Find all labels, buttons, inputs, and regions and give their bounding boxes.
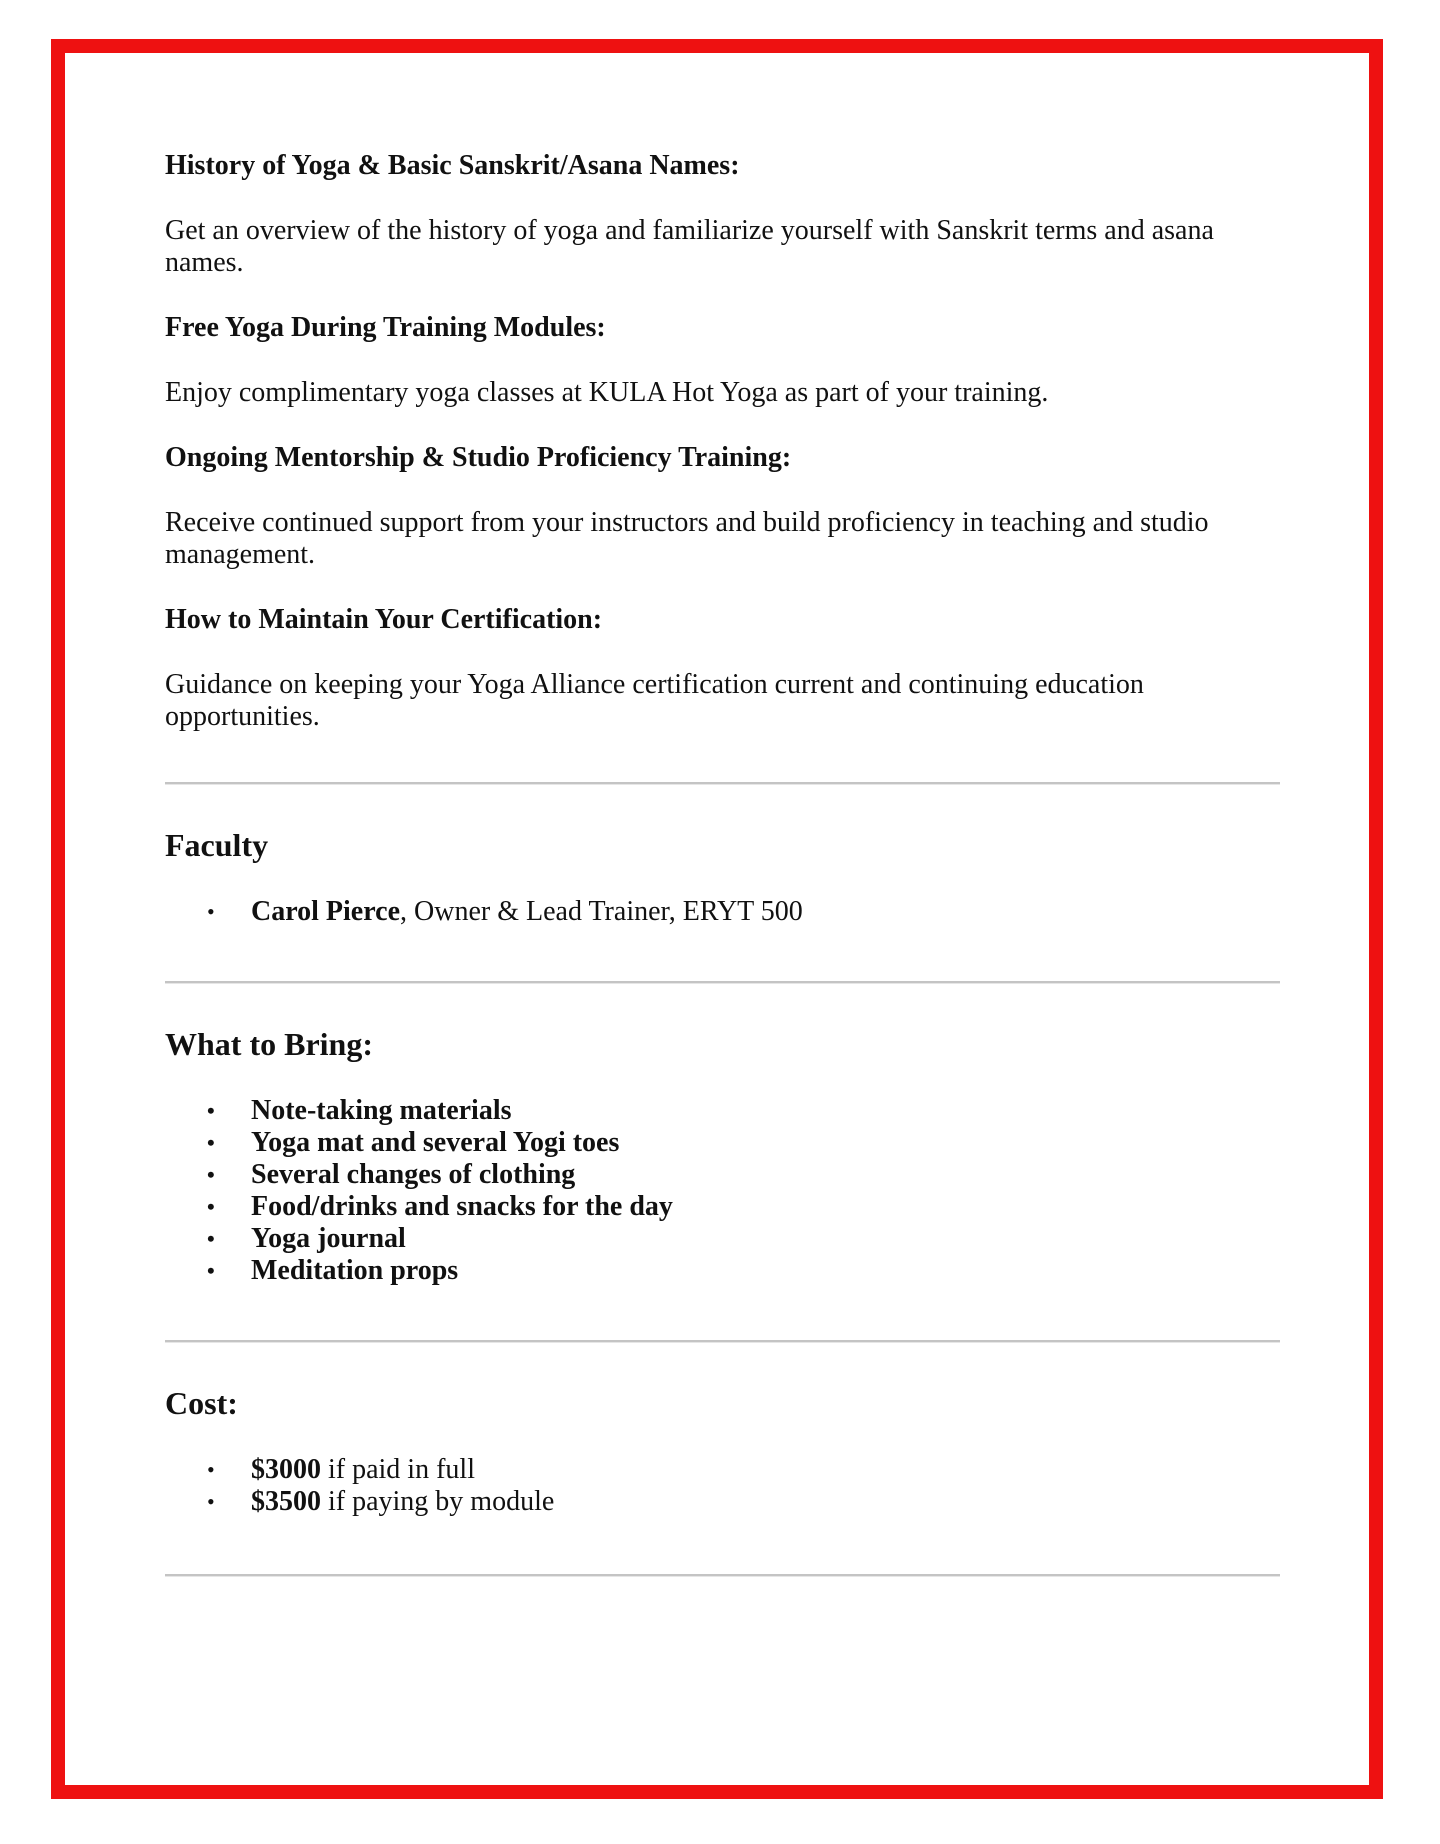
list-item bbox=[165, 1486, 1280, 1518]
faculty-name: Carol Pierce bbox=[251, 896, 401, 927]
section-history bbox=[165, 150, 1280, 279]
divider bbox=[165, 782, 1280, 785]
faculty-role: , Owner & Lead Trainer, ERYT 500 bbox=[400, 896, 803, 927]
section-cost bbox=[165, 1385, 1280, 1518]
list-item bbox=[165, 896, 1280, 928]
bullet-icon: • bbox=[207, 1258, 215, 1283]
cost-list bbox=[165, 1454, 1280, 1518]
section-text: Receive continued support from your instructors and build proficiency in teaching and studio management. bbox=[165, 507, 1209, 570]
bullet-icon: • bbox=[207, 1098, 215, 1123]
bullet-icon: • bbox=[207, 1226, 215, 1251]
bring-item: Meditation props bbox=[251, 1255, 459, 1286]
divider bbox=[165, 1340, 1280, 1343]
section-what-to-bring bbox=[165, 1026, 1280, 1287]
cost-title: Cost: bbox=[165, 1385, 238, 1421]
list-item bbox=[165, 1159, 1280, 1191]
bullet-icon: • bbox=[207, 1162, 215, 1187]
section-heading: History of Yoga & Basic Sanskrit/Asana Names: bbox=[165, 150, 740, 181]
section-text: Enjoy complimentary yoga classes at KULA Hot Yoga as part of your training. bbox=[165, 377, 1049, 408]
cost-desc: if paying by module bbox=[321, 1486, 555, 1517]
section-certification bbox=[165, 604, 1280, 733]
bullet-icon: • bbox=[207, 1194, 215, 1219]
bring-item: Note-taking materials bbox=[251, 1095, 512, 1126]
bullet-icon: • bbox=[207, 1489, 215, 1514]
bring-item: Several changes of clothing bbox=[251, 1159, 576, 1190]
section-text: Guidance on keeping your Yoga Alliance certification current and continuing education opportunities. bbox=[165, 669, 1144, 732]
bring-list bbox=[165, 1095, 1280, 1287]
list-item bbox=[165, 1223, 1280, 1255]
faculty-list bbox=[165, 896, 1280, 928]
section-heading: How to Maintain Your Certification: bbox=[165, 604, 603, 635]
bring-title: What to Bring: bbox=[165, 1026, 373, 1062]
document-body bbox=[165, 150, 1280, 1577]
list-item bbox=[165, 1255, 1280, 1287]
divider bbox=[165, 1574, 1280, 1577]
cost-amount: $3500 bbox=[251, 1486, 321, 1517]
bring-item: Food/drinks and snacks for the day bbox=[251, 1191, 673, 1222]
cost-desc: if paid in full bbox=[321, 1454, 475, 1485]
section-heading: Ongoing Mentorship & Studio Proficiency Training: bbox=[165, 442, 792, 473]
list-item bbox=[165, 1454, 1280, 1486]
list-item bbox=[165, 1127, 1280, 1159]
section-faculty bbox=[165, 827, 1280, 928]
divider bbox=[165, 981, 1280, 984]
bring-item: Yoga journal bbox=[251, 1223, 406, 1254]
list-item bbox=[165, 1191, 1280, 1223]
section-heading: Free Yoga During Training Modules: bbox=[165, 312, 606, 343]
list-item bbox=[165, 1095, 1280, 1127]
section-free-yoga bbox=[165, 312, 1280, 409]
section-text: Get an overview of the history of yoga and familiarize yourself with Sanskrit terms and asana names. bbox=[165, 215, 1214, 278]
bullet-icon: • bbox=[207, 1457, 215, 1482]
section-mentorship bbox=[165, 442, 1280, 571]
bring-item: Yoga mat and several Yogi toes bbox=[251, 1127, 620, 1158]
faculty-title: Faculty bbox=[165, 827, 269, 863]
bullet-icon: • bbox=[207, 1130, 215, 1155]
bullet-icon: • bbox=[207, 899, 215, 924]
cost-amount: $3000 bbox=[251, 1454, 321, 1485]
